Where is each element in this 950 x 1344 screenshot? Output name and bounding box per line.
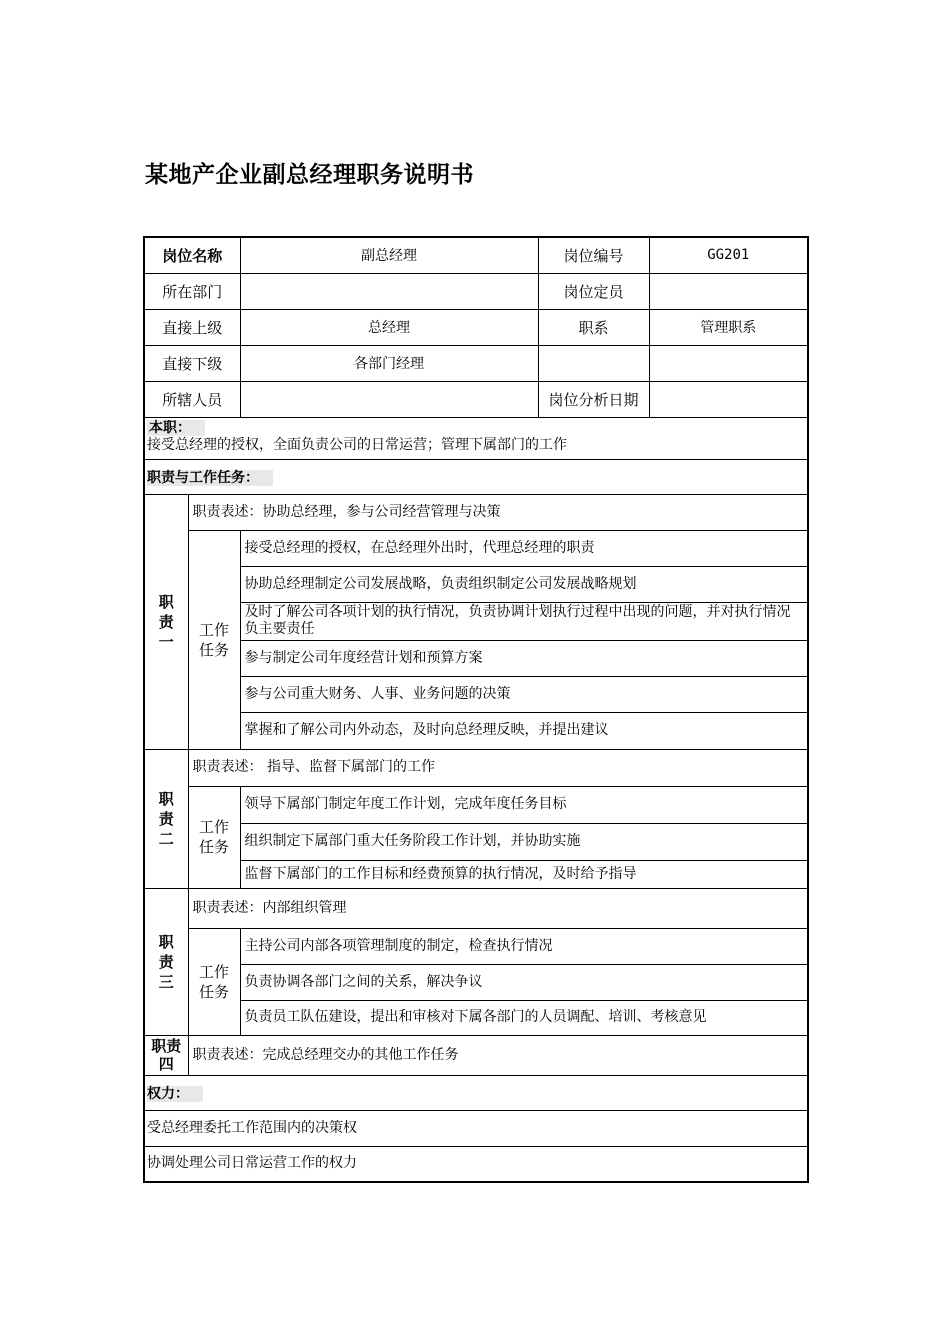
info-row-staff	[144, 381, 808, 417]
duty-2-task-3: 监督下属部门的工作目标和经费预算的执行情况，及时给予指导	[240, 860, 808, 888]
benzhi-text: 接受总经理的授权，全面负责公司的日常运营；管理下属部门的工作	[147, 436, 567, 453]
value-job-family: 管理职系	[649, 309, 808, 345]
duty-3-task-3: 负责员工队伍建设，提出和审核对下属各部门的人员调配、培训、考核意见	[240, 1000, 808, 1035]
duty-2-task-1: 领导下属部门制定年度工作计划，完成年度任务目标	[240, 786, 808, 823]
duty-2-label: 职 责 二	[144, 749, 188, 888]
duty-2-description-row	[144, 749, 808, 786]
duty-1-description-row	[144, 494, 808, 530]
duty-1-task-row	[144, 566, 808, 602]
label-headcount: 岗位定员	[538, 273, 649, 309]
benzhi-cell	[144, 417, 808, 459]
power-heading: 权力：	[144, 1075, 808, 1110]
duty-3-work-task-label: 工作 任务	[188, 928, 240, 1035]
power-item-row	[144, 1146, 808, 1182]
value-direct-subordinate: 各部门经理	[240, 345, 538, 381]
duty-1-label: 职 责 一	[144, 494, 188, 749]
power-heading-row	[144, 1075, 808, 1110]
value-department	[240, 273, 538, 309]
power-item-row	[144, 1110, 808, 1146]
duties-heading: 职责与工作任务：	[144, 459, 808, 494]
benzhi-heading: 本职：	[147, 420, 805, 437]
power-item-2: 协调处理公司日常运营工作的权力	[144, 1146, 808, 1182]
page-title: 某地产企业副总经理职务说明书	[145, 162, 474, 188]
value-analysis-date	[649, 381, 808, 417]
value-empty	[649, 345, 808, 381]
duty-1-task-1: 接受总经理的授权，在总经理外出时，代理总经理的职责	[240, 530, 808, 566]
duty-1-description: 职责表述：协助总经理，参与公司经营管理与决策	[188, 494, 808, 530]
label-analysis-date: 岗位分析日期	[538, 381, 649, 417]
duty-1-task-row	[144, 530, 808, 566]
duty-2-description: 职责表述： 指导、监督下属部门的工作	[188, 749, 808, 786]
duty-3-task-1: 主持公司内部各项管理制度的制定，检查执行情况	[240, 928, 808, 964]
duty-3-task-row	[144, 928, 808, 964]
duty-2-task-row	[144, 860, 808, 888]
duty-1-task-5: 参与公司重大财务、人事、业务问题的决策	[240, 676, 808, 712]
value-direct-superior: 总经理	[240, 309, 538, 345]
duty-4-label: 职责 四	[144, 1035, 188, 1075]
label-direct-superior: 直接上级	[144, 309, 240, 345]
benzhi-row	[144, 417, 808, 459]
value-position-code: GG201	[649, 237, 808, 273]
duty-1-task-row	[144, 712, 808, 749]
info-row-department	[144, 273, 808, 309]
duty-1-task-row	[144, 602, 808, 640]
duty-4-row	[144, 1035, 808, 1075]
label-empty	[538, 345, 649, 381]
job-description-table	[143, 236, 809, 1183]
label-position-code: 岗位编号	[538, 237, 649, 273]
label-position-name: 岗位名称	[144, 237, 240, 273]
duty-3-label: 职 责 三	[144, 888, 188, 1035]
value-position-name: 副总经理	[240, 237, 538, 273]
duty-1-work-task-label: 工作 任务	[188, 530, 240, 749]
duty-1-task-3: 及时了解公司各项计划的执行情况，负责协调计划执行过程中出现的问题，并对执行情况负主要责任	[240, 602, 808, 640]
duty-2-task-row	[144, 823, 808, 860]
duty-3-task-row	[144, 1000, 808, 1035]
duty-2-work-task-label: 工作 任务	[188, 786, 240, 888]
label-job-family: 职系	[538, 309, 649, 345]
value-headcount	[649, 273, 808, 309]
duty-2-task-2: 组织制定下属部门重大任务阶段工作计划，并协助实施	[240, 823, 808, 860]
info-row-superior	[144, 309, 808, 345]
label-staff: 所辖人员	[144, 381, 240, 417]
duty-1-task-6: 掌握和了解公司内外动态，及时向总经理反映，并提出建议	[240, 712, 808, 749]
duty-1-task-row	[144, 640, 808, 676]
info-row-subordinate	[144, 345, 808, 381]
duty-3-task-2: 负责协调各部门之间的关系，解决争议	[240, 964, 808, 1000]
duty-3-task-row	[144, 964, 808, 1000]
duty-4-description: 职责表述：完成总经理交办的其他工作任务	[188, 1035, 808, 1075]
duty-1-task-2: 协助总经理制定公司发展战略，负责组织制定公司发展战略规划	[240, 566, 808, 602]
duty-1-task-4: 参与制定公司年度经营计划和预算方案	[240, 640, 808, 676]
value-staff	[240, 381, 538, 417]
duties-heading-row	[144, 459, 808, 494]
duty-3-description-row	[144, 888, 808, 928]
label-department: 所在部门	[144, 273, 240, 309]
label-direct-subordinate: 直接下级	[144, 345, 240, 381]
power-item-1: 受总经理委托工作范围内的决策权	[144, 1110, 808, 1146]
duty-2-task-row	[144, 786, 808, 823]
duty-3-description: 职责表述：内部组织管理	[188, 888, 808, 928]
info-row-position-name	[144, 237, 808, 273]
duty-1-task-row	[144, 676, 808, 712]
